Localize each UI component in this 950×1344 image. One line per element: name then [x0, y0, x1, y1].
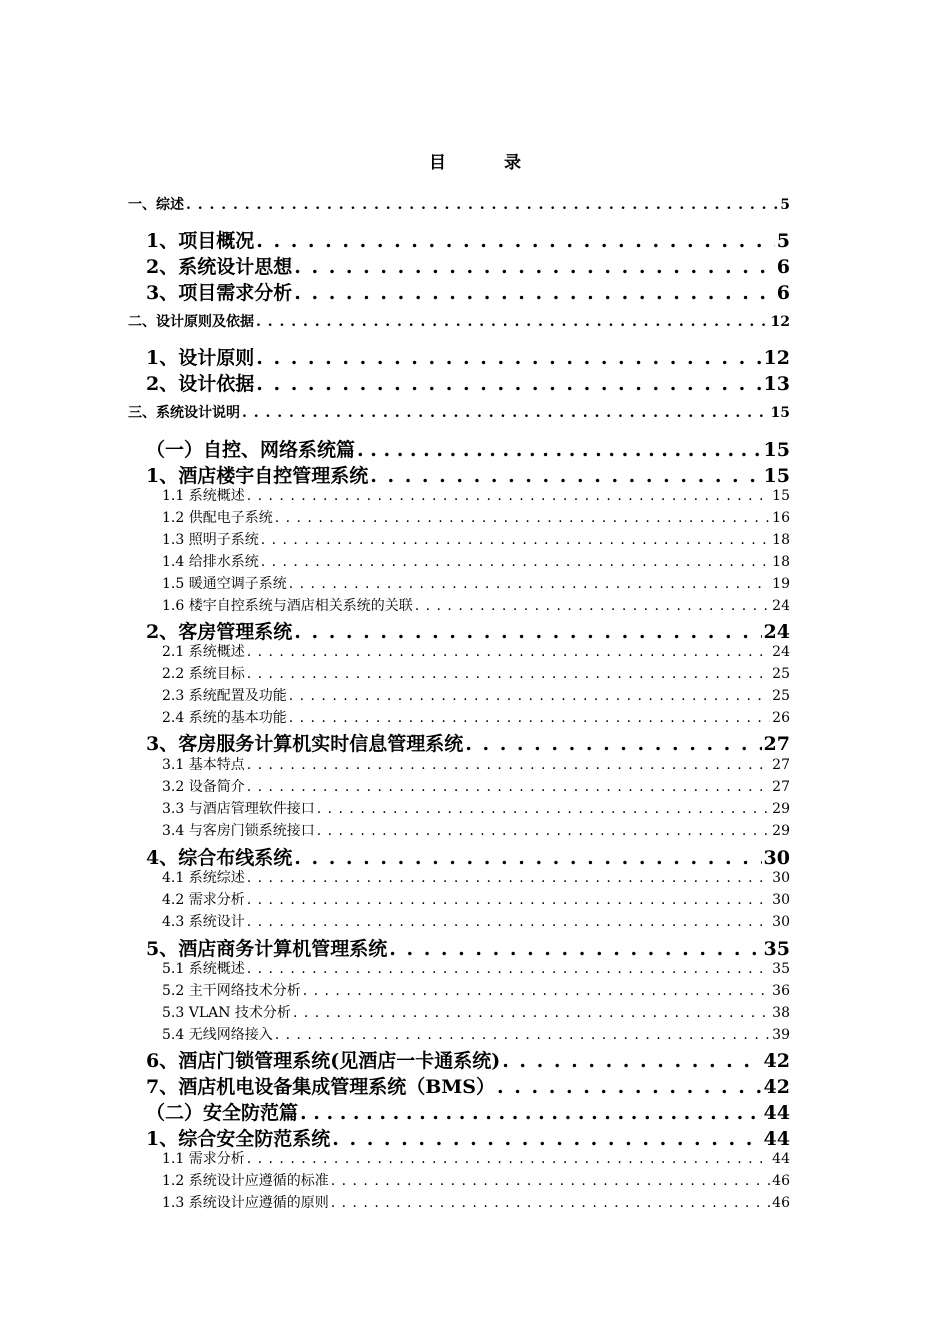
toc-entry[interactable] [146, 226, 790, 253]
toc-entry[interactable] [162, 1148, 790, 1168]
toc-entry[interactable] [162, 889, 790, 909]
toc-entry[interactable] [162, 867, 790, 887]
toc-entry[interactable] [146, 252, 790, 279]
toc-entry-label: 5.4 无线网络接入 [162, 1027, 273, 1043]
toc-page-number: 46 [772, 1173, 790, 1189]
toc-dot-leader [247, 488, 770, 504]
toc-dot-leader [256, 373, 761, 395]
toc-dot-leader [247, 644, 770, 660]
toc-dot-leader [289, 576, 770, 592]
toc-page-number: 42 [763, 1076, 790, 1098]
toc-dot-leader [247, 1151, 770, 1167]
toc-entry[interactable] [128, 194, 790, 214]
toc-page-number: 26 [772, 710, 790, 726]
toc-entry[interactable] [146, 461, 790, 488]
toc-page-number: 30 [772, 870, 790, 886]
toc-entry-label: 1.1 系统概述 [162, 488, 245, 504]
toc-entry-label: 1.4 给排水系统 [162, 554, 259, 570]
toc-dot-leader [247, 961, 770, 977]
toc-dot-leader [289, 710, 770, 726]
toc-entry[interactable] [162, 1024, 790, 1044]
toc-page-number: 15 [770, 405, 790, 421]
toc-entry-label: 4.3 系统设计 [162, 914, 245, 930]
toc-entry[interactable] [162, 820, 790, 840]
toc-page-number: 25 [772, 666, 790, 682]
toc-entry-label: 2.3 系统配置及功能 [162, 688, 287, 704]
toc-page-number: 29 [772, 801, 790, 817]
toc-dot-leader [331, 1173, 770, 1189]
toc-entry-label: 1.1 需求分析 [162, 1151, 245, 1167]
toc-page-number: 18 [772, 554, 790, 570]
toc-entry[interactable] [128, 402, 790, 422]
toc-page-number: 5 [780, 197, 790, 213]
toc-page-number: 44 [772, 1151, 790, 1167]
toc-entry-label: 1、项目概况 [146, 230, 255, 252]
toc-page-number: 15 [772, 488, 790, 504]
toc-dot-leader [317, 801, 770, 817]
toc-entry-label: 1.2 供配电子系统 [162, 510, 273, 526]
toc-dot-leader [415, 598, 770, 614]
toc-page-number: 36 [772, 983, 790, 999]
toc-dot-leader [256, 347, 761, 369]
toc-page-number: 30 [772, 914, 790, 930]
toc-dot-leader [256, 230, 775, 252]
toc-entry-label: （一）自控、网络系统篇 [146, 439, 356, 461]
toc-dot-leader [294, 847, 761, 869]
toc-entry[interactable] [162, 1192, 790, 1212]
toc-entry[interactable] [146, 343, 790, 370]
toc-entry[interactable] [162, 958, 790, 978]
toc-dot-leader [256, 314, 769, 330]
toc-entry[interactable] [162, 1002, 790, 1022]
toc-page-number: 25 [772, 688, 790, 704]
toc-entry[interactable] [146, 1072, 790, 1099]
toc-entry-label: （二）安全防范篇 [146, 1102, 299, 1124]
toc-entry[interactable] [146, 369, 790, 396]
toc-entry-label: 2、客房管理系统 [146, 621, 293, 643]
toc-entry-label: 5.1 系统概述 [162, 961, 245, 977]
toc-page-number: 12 [770, 314, 790, 330]
toc-entry-label: 4.1 系统综述 [162, 870, 245, 886]
toc-entry[interactable] [162, 776, 790, 796]
toc-page-number: 24 [763, 621, 790, 643]
toc-page-number: 35 [763, 938, 790, 960]
toc-entry[interactable] [162, 754, 790, 774]
toc-dot-leader [247, 892, 770, 908]
toc-entry-label: 3.2 设备简介 [162, 779, 245, 795]
toc-entry-label: 2、设计依据 [146, 373, 255, 395]
toc-entry-label: 3.4 与客房门锁系统接口 [162, 823, 315, 839]
toc-entry[interactable] [162, 1170, 790, 1190]
toc-dot-leader [261, 554, 770, 570]
toc-entry[interactable] [146, 1046, 790, 1073]
toc-dot-leader [247, 914, 770, 930]
toc-dot-leader [247, 757, 770, 773]
toc-dot-leader [317, 823, 770, 839]
toc-page-number: 42 [763, 1050, 790, 1072]
toc-entry[interactable] [162, 663, 790, 683]
toc-entry[interactable] [146, 729, 790, 756]
toc-entry[interactable] [162, 641, 790, 661]
toc-page-number: 18 [772, 532, 790, 548]
toc-title: 目 录 [429, 153, 547, 173]
toc-page-number: 44 [763, 1128, 790, 1150]
toc-dot-leader [293, 1005, 770, 1021]
toc-dot-leader [294, 621, 761, 643]
toc-dot-leader [370, 465, 761, 487]
toc-page-number: 35 [772, 961, 790, 977]
toc-entry-label: 6、酒店门锁管理系统(见酒店一卡通系统) [146, 1050, 501, 1072]
toc-page-number: 24 [772, 598, 790, 614]
toc-dot-leader [332, 1128, 761, 1150]
toc-page-number: 46 [772, 1195, 790, 1211]
toc-entry[interactable] [162, 595, 790, 615]
toc-entry-label: 1.2 系统设计应遵循的标准 [162, 1173, 329, 1189]
toc-dot-leader [242, 405, 769, 421]
toc-page-number: 6 [776, 256, 790, 278]
toc-entry-label: 2.4 系统的基本功能 [162, 710, 287, 726]
toc-entry[interactable] [162, 551, 790, 571]
toc-entry[interactable] [146, 934, 790, 961]
toc-page-number: 27 [772, 779, 790, 795]
toc-page-number: 27 [763, 733, 790, 755]
toc-entry-label: 5.3 VLAN 技术分析 [162, 1005, 291, 1021]
toc-entry-label: 3.1 基本特点 [162, 757, 245, 773]
toc-dot-leader [389, 938, 761, 960]
toc-entry[interactable] [128, 311, 790, 331]
toc-dot-leader [247, 779, 770, 795]
toc-entry[interactable] [162, 529, 790, 549]
toc-entry-label: 5、酒店商务计算机管理系统 [146, 938, 388, 960]
toc-page-number: 27 [772, 757, 790, 773]
toc-entry[interactable] [146, 1124, 790, 1151]
toc-entry[interactable] [162, 980, 790, 1000]
toc-entry[interactable] [162, 798, 790, 818]
toc-entry[interactable] [146, 435, 790, 462]
toc-dot-leader [294, 282, 775, 304]
toc-entry[interactable] [162, 685, 790, 705]
toc-page-number: 15 [763, 439, 790, 461]
toc-entry[interactable] [162, 707, 790, 727]
toc-page-number: 29 [772, 823, 790, 839]
toc-page-number: 13 [763, 373, 790, 395]
toc-dot-leader [289, 688, 770, 704]
toc-page-number: 12 [763, 347, 790, 369]
toc-dot-leader [186, 197, 778, 213]
toc-dot-leader [300, 1102, 762, 1124]
toc-dot-leader [502, 1050, 761, 1072]
toc-dot-leader [497, 1076, 762, 1098]
toc-dot-leader [275, 1027, 770, 1043]
toc-page-number: 38 [772, 1005, 790, 1021]
toc-dot-leader [331, 1195, 770, 1211]
toc-entry-label: 1.5 暖通空调子系统 [162, 576, 287, 592]
toc-dot-leader [294, 256, 775, 278]
toc-entry[interactable] [162, 573, 790, 593]
toc-entry[interactable] [162, 485, 790, 505]
toc-entry-label: 1、综合安全防范系统 [146, 1128, 331, 1150]
toc-page-number: 16 [772, 510, 790, 526]
toc-entry[interactable] [146, 278, 790, 305]
toc-entry[interactable] [146, 843, 790, 870]
toc-dot-leader [465, 733, 761, 755]
toc-page-number: 30 [763, 847, 790, 869]
toc-entry-label: 1、酒店楼宇自控管理系统 [146, 465, 369, 487]
toc-entry-label: 7、酒店机电设备集成管理系统（BMS） [146, 1076, 496, 1098]
toc-dot-leader [275, 510, 770, 526]
toc-dot-leader [261, 532, 770, 548]
toc-entry-label: 1.3 照明子系统 [162, 532, 259, 548]
toc-entry-label: 一、综述 [128, 197, 184, 213]
toc-page-number: 30 [772, 892, 790, 908]
toc-entry-label: 1.3 系统设计应遵循的原则 [162, 1195, 329, 1211]
toc-dot-leader [303, 983, 770, 999]
toc-page-number: 6 [776, 282, 790, 304]
toc-entry-label: 5.2 主干网络技术分析 [162, 983, 301, 999]
toc-entry-label: 4.2 需求分析 [162, 892, 245, 908]
toc-entry-label: 3、项目需求分析 [146, 282, 293, 304]
toc-dot-leader [247, 666, 770, 682]
toc-entry[interactable] [162, 507, 790, 527]
toc-dot-leader [247, 870, 770, 886]
toc-entry-label: 3、客房服务计算机实时信息管理系统 [146, 733, 464, 755]
toc-dot-leader [357, 439, 762, 461]
toc-page-number: 24 [772, 644, 790, 660]
toc-entry-label: 2、系统设计思想 [146, 256, 293, 278]
toc-page-number: 39 [772, 1027, 790, 1043]
toc-page-number: 5 [776, 230, 790, 252]
toc-entry-label: 2.1 系统概述 [162, 644, 245, 660]
toc-entry-label: 三、系统设计说明 [128, 405, 240, 421]
toc-entry-label: 1.6 楼宇自控系统与酒店相关系统的关联 [162, 598, 413, 614]
toc-entry-label: 1、设计原则 [146, 347, 255, 369]
toc-entry-label: 2.2 系统目标 [162, 666, 245, 682]
toc-page-number: 44 [763, 1102, 790, 1124]
toc-page-number: 15 [763, 465, 790, 487]
toc-entry[interactable] [162, 911, 790, 931]
toc-page-number: 19 [772, 576, 790, 592]
toc-entry-label: 3.3 与酒店管理软件接口 [162, 801, 315, 817]
toc-entry[interactable] [146, 617, 790, 644]
toc-entry-label: 4、综合布线系统 [146, 847, 293, 869]
toc-entry[interactable] [146, 1098, 790, 1125]
toc-entry-label: 二、设计原则及依据 [128, 314, 254, 330]
